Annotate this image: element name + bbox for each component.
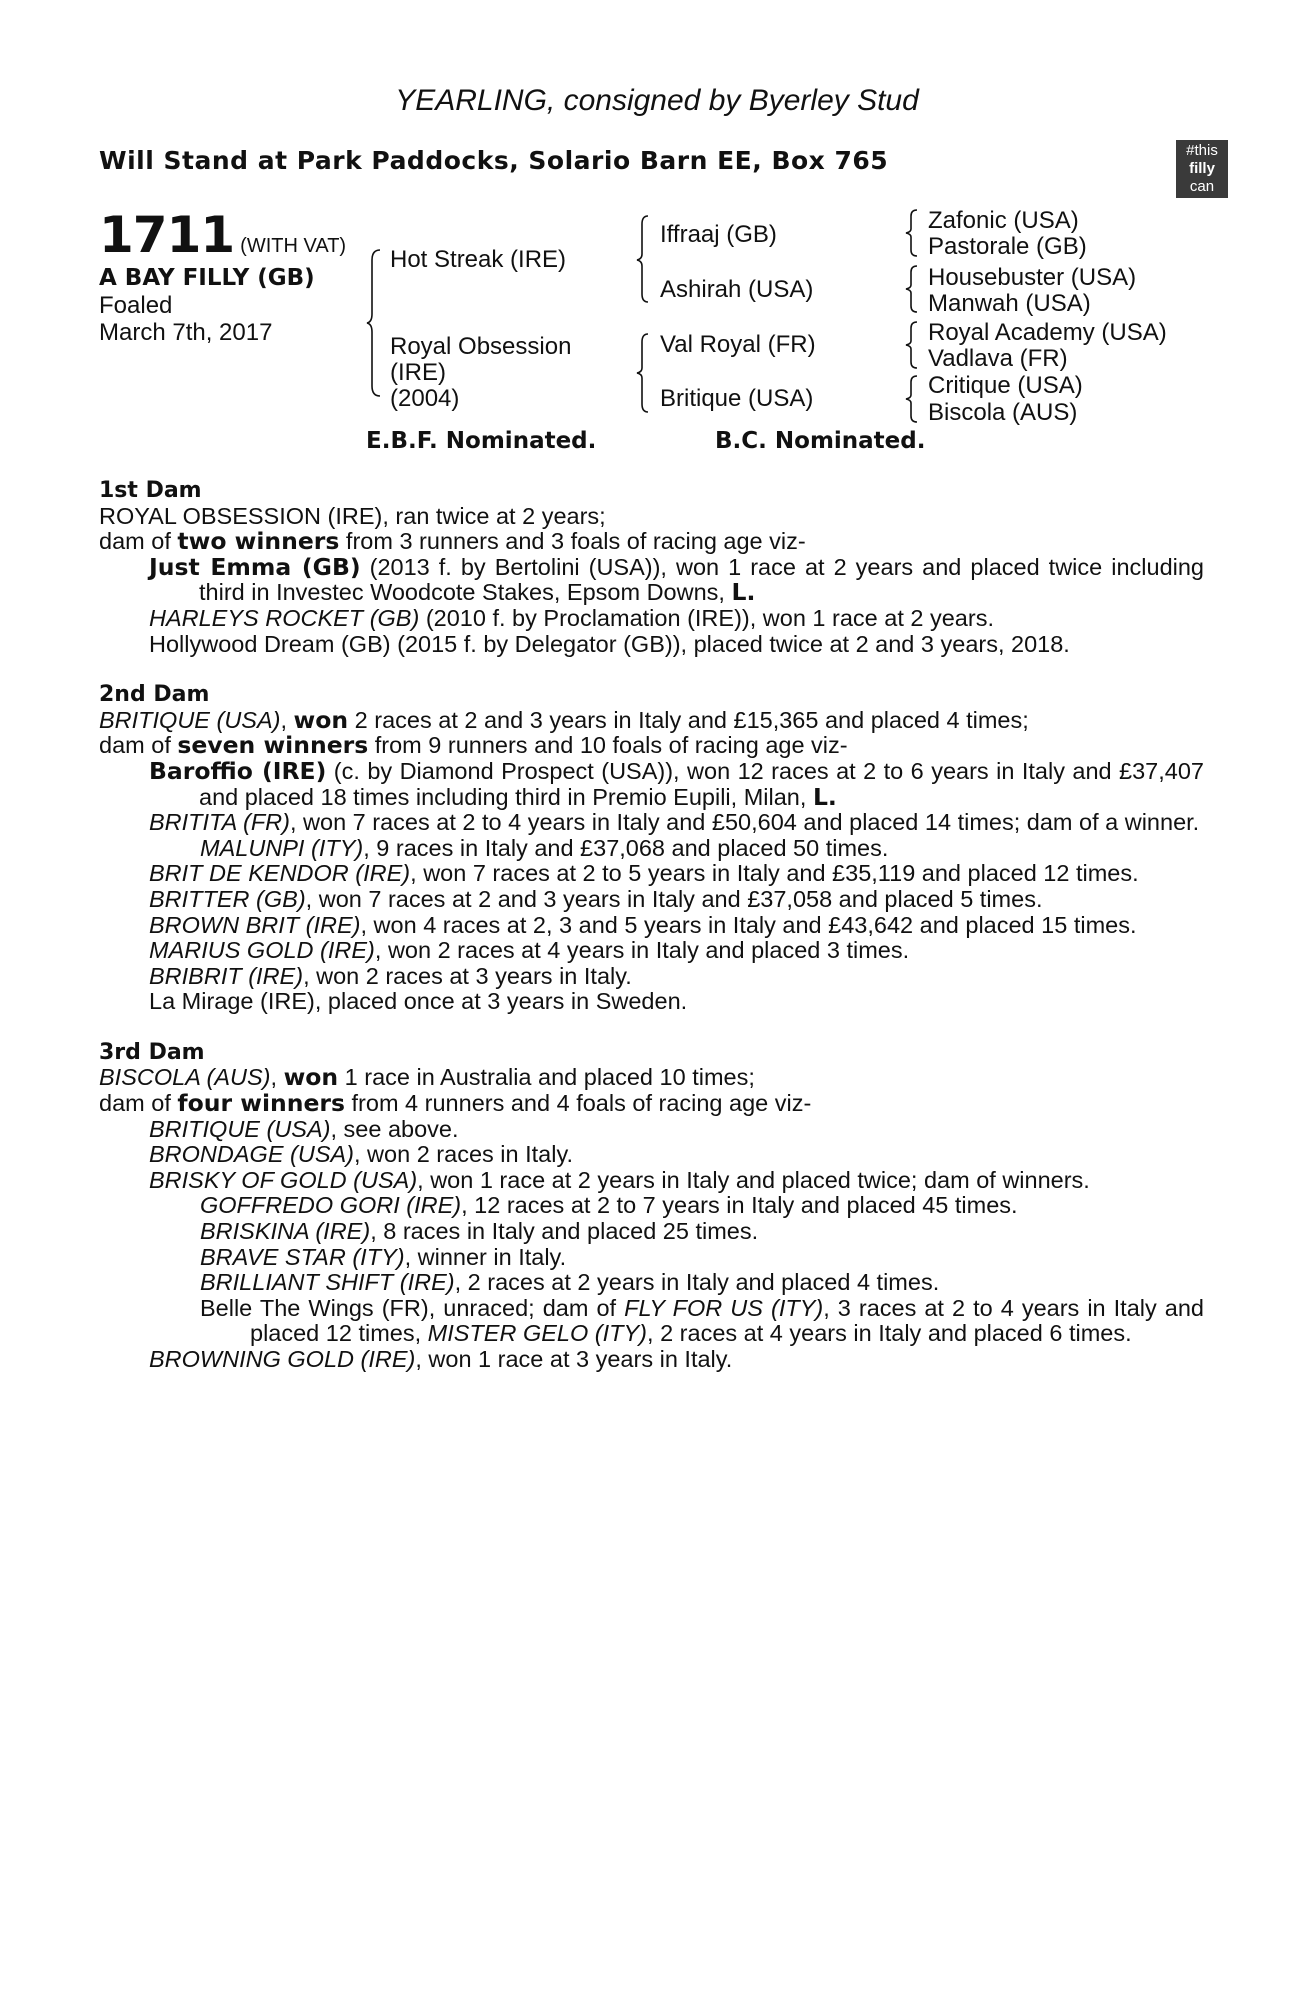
- g3-ancestor-1: Zafonic (USA): [928, 207, 1079, 234]
- g3-ancestor-5: Royal Academy (USA): [928, 319, 1167, 346]
- third-dam-intro-1: BISCOLA (AUS), won 1 race in Australia and placed 10 times;: [99, 1063, 755, 1092]
- badge-line-3: can: [1189, 178, 1215, 195]
- winners-count: two winners: [177, 527, 340, 556]
- sire-dam-name: Ashirah (USA): [660, 276, 814, 303]
- badge-line-2: filly: [1189, 160, 1215, 177]
- g3-ancestor-3: Housebuster (USA): [928, 264, 1137, 291]
- produce-entry: Baroffio (IRE) (c. by Diamond Prospect (USA)), won 12 races at 2 to 6 years in Italy and £37,407 and placed 18 times including third in Premio Eupili, Milan, L.: [149, 756, 1204, 811]
- produce-entry: BRITIQUE (USA), see above.: [149, 1115, 459, 1142]
- dam-name-line-2: (IRE): [390, 359, 446, 386]
- produce-entry: GOFFREDO GORI (IRE), 12 races at 2 to 7 years in Italy and placed 45 times.: [200, 1192, 1018, 1219]
- listed-grade: L.: [731, 578, 756, 607]
- horse-name: GOFFREDO GORI (IRE): [200, 1192, 462, 1219]
- produce-entry: MARIUS GOLD (IRE), won 2 races at 4 years in Italy and placed 3 times.: [149, 937, 910, 964]
- produce-record: [99, 478, 1204, 1398]
- badge-line-1: #this: [1186, 142, 1218, 159]
- vat-note: (WITH VAT): [240, 235, 347, 257]
- dam-dam-name: Britique (USA): [660, 385, 814, 412]
- pedigree-brace-g3-3: [905, 320, 919, 370]
- first-dam-intro-1: ROYAL OBSESSION (IRE), ran twice at 2 years;: [99, 502, 606, 529]
- horse-name: MISTER GELO (ITY): [427, 1320, 648, 1347]
- listed-grade: L.: [812, 782, 837, 811]
- sire-sire-name: Iffraaj (GB): [660, 221, 777, 248]
- winners-count: seven winners: [177, 731, 369, 760]
- produce-entry: HARLEYS ROCKET (GB) (2010 f. by Proclamation (IRE)), won 1 race at 2 years.: [149, 604, 994, 631]
- horse-name: A BAY FILLY (GB): [99, 265, 315, 291]
- g3-ancestor-6: Vadlava (FR): [928, 345, 1068, 372]
- horse-name: BRONDAGE (USA): [149, 1141, 354, 1168]
- foaled-date: March 7th, 2017: [99, 319, 273, 346]
- foaled-label: Foaled: [99, 292, 173, 319]
- horse-name: Just Emma (GB): [149, 552, 361, 581]
- first-dam-title: 1st Dam: [99, 478, 202, 503]
- produce-entry: La Mirage (IRE), placed once at 3 years in Sweden.: [149, 988, 688, 1015]
- produce-entry: BRISKY OF GOLD (USA), won 1 race at 2 years in Italy and placed twice; dam of winners.: [149, 1166, 1090, 1193]
- horse-name: BRISKINA (IRE): [200, 1218, 371, 1245]
- pedigree-brace-g3-1: [905, 208, 919, 258]
- standing-location: Will Stand at Park Paddocks, Solario Barn EE, Box 765: [99, 146, 889, 175]
- horse-name: BROWNING GOLD (IRE): [149, 1346, 416, 1372]
- produce-entry: BRITITA (FR), won 7 races at 2 to 4 years in Italy and £50,604 and placed 14 times; dam of a winner.: [149, 809, 1200, 836]
- sire-name: Hot Streak (IRE): [390, 246, 567, 273]
- second-dam-intro-1: BRITIQUE (USA), won 2 races at 2 and 3 years in Italy and £15,365 and placed 4 times;: [99, 705, 1029, 734]
- dam-name-line-1: Royal Obsession: [390, 333, 572, 360]
- winners-count: four winners: [177, 1089, 345, 1118]
- first-dam-intro-2: dam of two winners from 3 runners and 3 foals of racing age viz-: [99, 527, 806, 556]
- produce-entry: BRISKINA (IRE), 8 races in Italy and placed 25 times.: [200, 1218, 759, 1245]
- pedigree-brace-sire: [636, 214, 652, 304]
- horse-name: BRISKY OF GOLD (USA): [149, 1166, 418, 1193]
- horse-name: MALUNPI (ITY): [200, 834, 364, 861]
- second-dam-title: 2nd Dam: [99, 682, 210, 708]
- produce-entry: Just Emma (GB) (2013 f. by Bertolini (USA)), won 1 race at 2 years and placed twice including third in Investec Woodcote Stakes, Epsom Downs, L.: [149, 552, 1205, 607]
- pedigree-brace-g3-4: [905, 374, 919, 424]
- horse-name: BRAVE STAR (ITY): [200, 1243, 405, 1270]
- dam-sire-name: Val Royal (FR): [660, 331, 816, 358]
- second-dam-section: [99, 682, 1204, 1015]
- horse-name: Baroffio (IRE): [149, 756, 327, 785]
- g3-ancestor-8: Biscola (AUS): [928, 399, 1078, 426]
- foaled-info: [99, 292, 272, 346]
- bc-nominated: B.C. Nominated.: [715, 428, 926, 454]
- produce-entry: BRAVE STAR (ITY), winner in Italy.: [200, 1243, 567, 1270]
- lot-heading: [99, 206, 346, 264]
- produce-entry: BRITTER (GB), won 7 races at 2 and 3 years in Italy and £37,058 and placed 5 times.: [149, 885, 1043, 912]
- horse-name: BRITIQUE (USA): [149, 1115, 331, 1142]
- g3-ancestor-2: Pastorale (GB): [928, 233, 1087, 260]
- g3-ancestor-7: Critique (USA): [928, 372, 1083, 399]
- horse-name: BROWN BRIT (IRE): [149, 911, 361, 938]
- lot-number: 1711: [99, 206, 235, 264]
- horse-name: BRILLIANT SHIFT (IRE): [200, 1269, 455, 1296]
- produce-entry: BROWNING GOLD (IRE), won 1 race at 3 years in Italy.: [149, 1346, 733, 1372]
- produce-entry: BRILLIANT SHIFT (IRE), 2 races at 2 years in Italy and placed 4 times.: [200, 1269, 940, 1296]
- produce-entry: Hollywood Dream (GB) (2015 f. by Delegator (GB)), placed twice at 2 and 3 years, 2018.: [149, 630, 1070, 657]
- second-dam-intro-2: dam of seven winners from 9 runners and 10 foals of racing age viz-: [99, 731, 848, 760]
- ebf-nominated: E.B.F. Nominated.: [366, 428, 597, 454]
- produce-entry: MALUNPI (ITY), 9 races in Italy and £37,068 and placed 50 times.: [200, 834, 889, 861]
- pedigree-brace-dam: [636, 332, 652, 414]
- dam-name-line-3: (2004): [390, 385, 460, 412]
- first-dam-section: [99, 478, 1204, 657]
- horse-name: BRIT DE KENDOR (IRE): [149, 860, 411, 887]
- pedigree-brace-g3-2: [905, 264, 919, 314]
- consignment-heading: YEARLING, consigned by Byerley Stud: [395, 84, 919, 117]
- produce-entry: BROWN BRIT (IRE), won 4 races at 2, 3 and 5 years in Italy and £43,642 and placed 15 times.: [149, 911, 1137, 938]
- horse-name: BRITITA (FR): [149, 809, 290, 836]
- horse-name: HARLEYS ROCKET (GB): [149, 604, 420, 631]
- third-dam-section: [99, 1040, 1204, 1373]
- horse-name: BRITTER (GB): [149, 885, 306, 912]
- produce-entry: Belle The Wings (FR), unraced; dam of FLY FOR US (ITY), 3 races at 2 to 4 years in Italy and placed 12 times, MISTER GELO (ITY), 2 races at 4 years in Italy and placed 6 times.: [200, 1294, 1204, 1347]
- pedigree-brace-main: [366, 248, 386, 398]
- produce-entry: BRONDAGE (USA), won 2 races in Italy.: [149, 1141, 573, 1168]
- produce-entry: BRIT DE KENDOR (IRE), won 7 races at 2 to 5 years in Italy and £35,119 and placed 12 times.: [149, 860, 1139, 887]
- g3-ancestor-4: Manwah (USA): [928, 290, 1091, 317]
- produce-entry: BRIBRIT (IRE), won 2 races at 3 years in Italy.: [149, 962, 632, 989]
- dam-name: [390, 334, 571, 412]
- third-dam-title: 3rd Dam: [99, 1039, 205, 1065]
- horse-name: MARIUS GOLD (IRE): [149, 937, 375, 964]
- horse-name: BRIBRIT (IRE): [149, 962, 304, 989]
- third-dam-intro-2: dam of four winners from 4 runners and 4 foals of racing age viz-: [99, 1089, 812, 1118]
- this-filly-can-logo: [1176, 140, 1228, 198]
- horse-name: FLY FOR US (ITY): [624, 1294, 824, 1321]
